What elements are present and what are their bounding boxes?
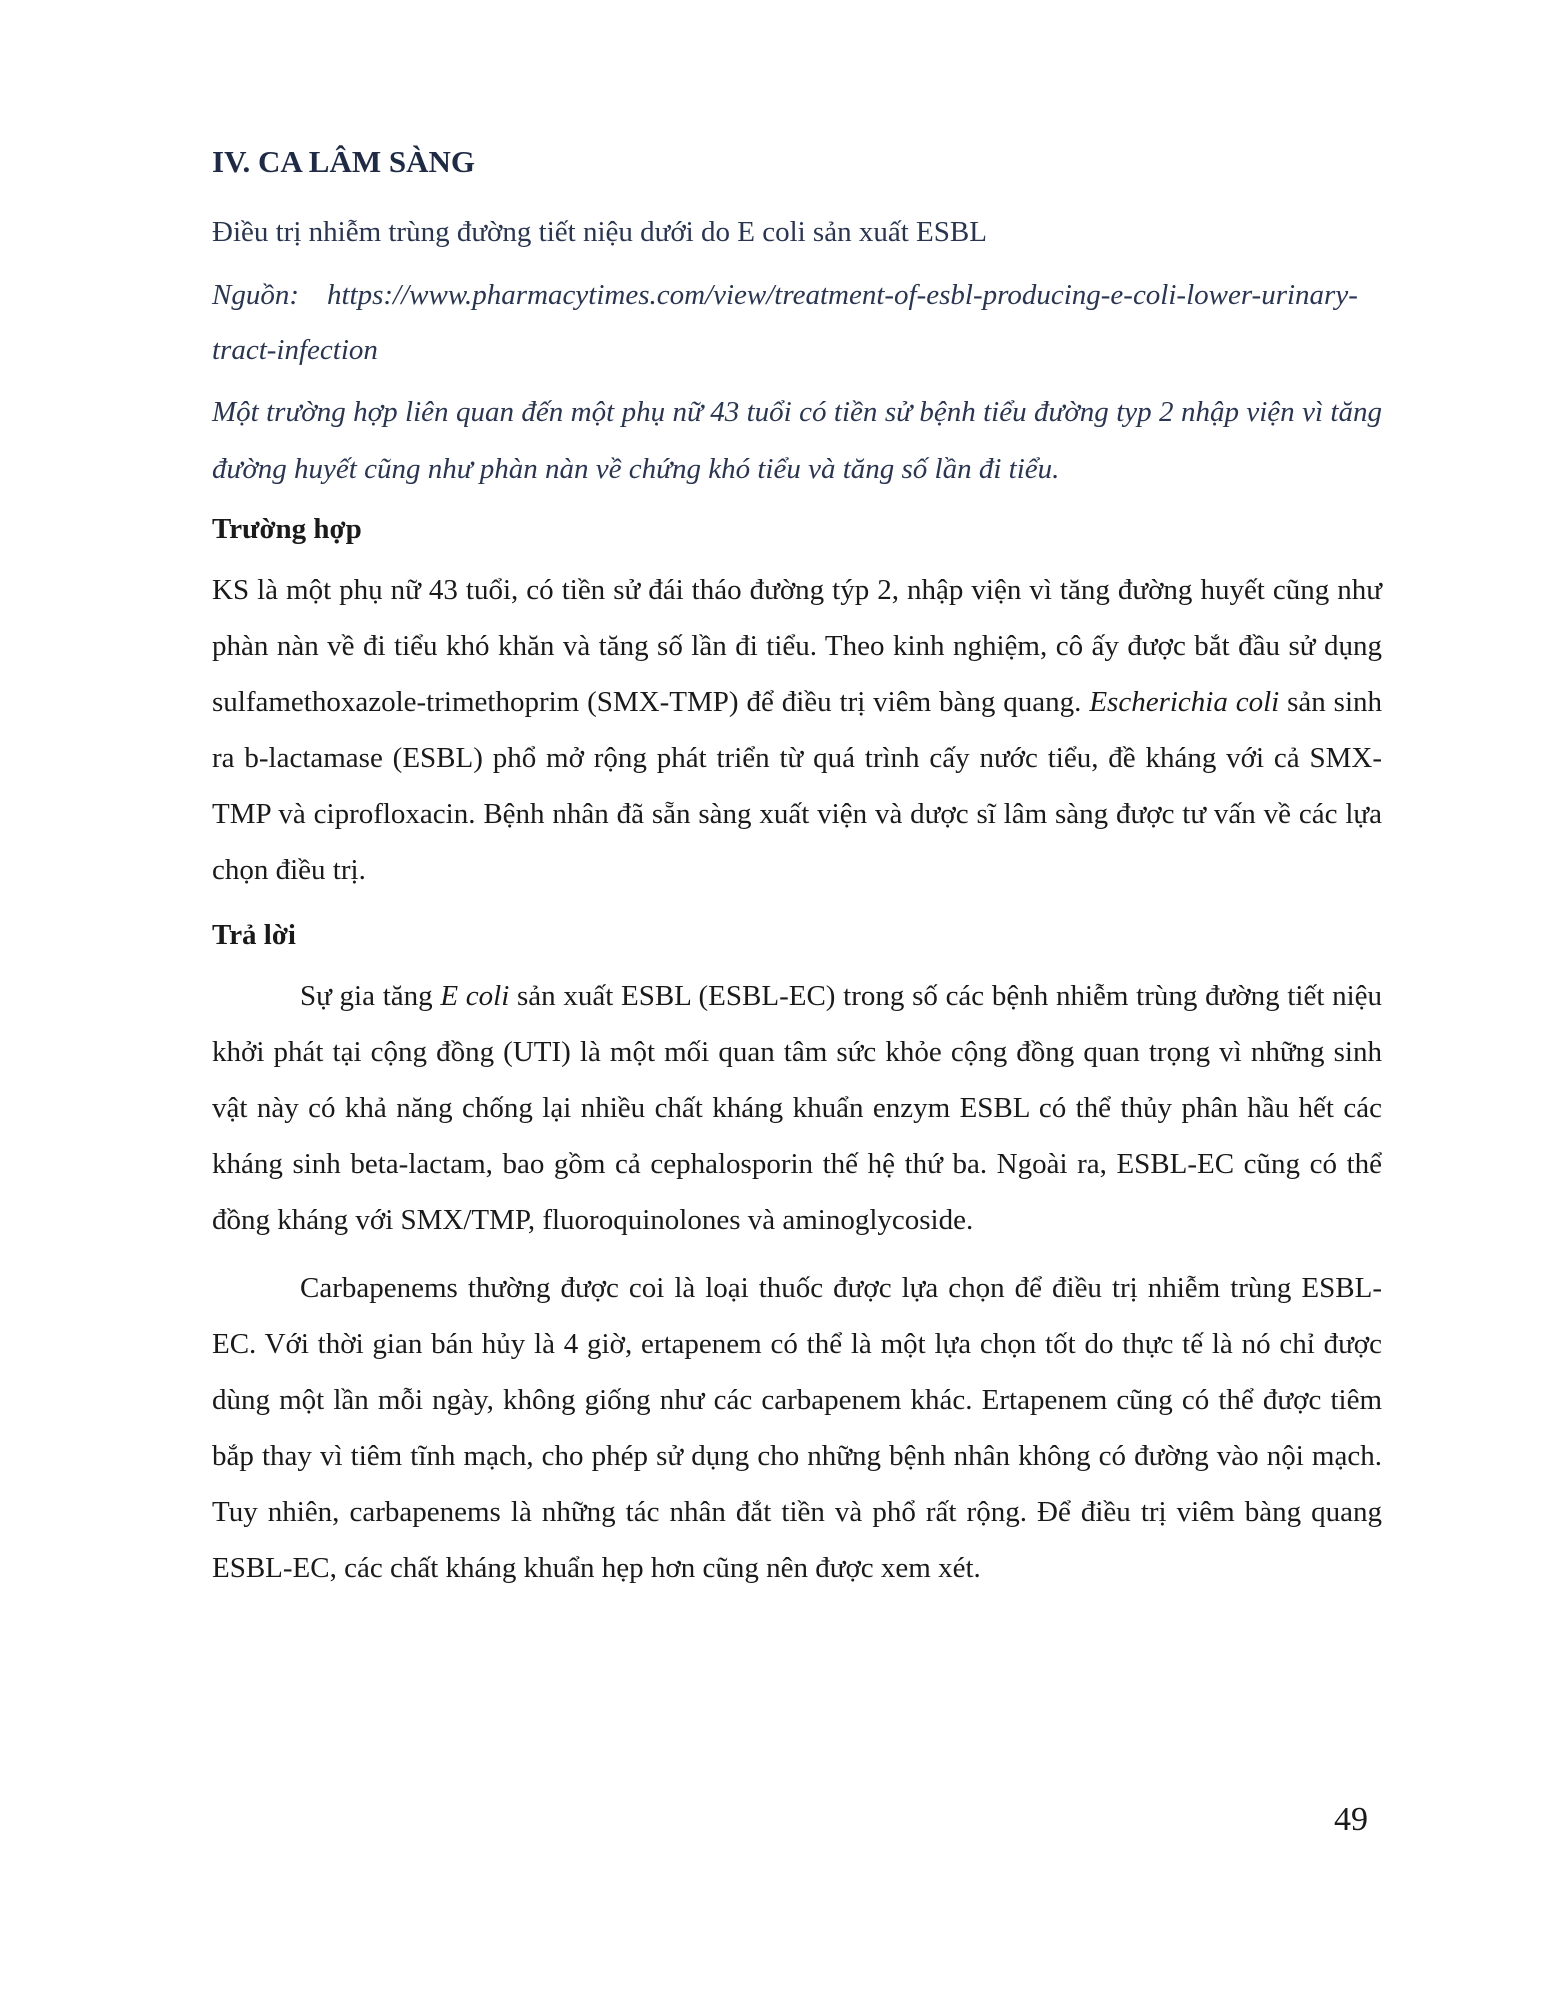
answer-paragraph-2: Carbapenems thường được coi là loại thuốc được lựa chọn để điều trị nhiễm trùng ESBL-EC. Với thời gian bán hủy là 4 giờ, ertapenem có thể là một lựa chọn tốt do thực tế là nó chỉ được dùng một lần mỗi ngày, không giống như các carbapenem khác. Ertapenem cũng có thể được tiêm bắp thay vì tiêm tĩnh mạch, cho phép sử dụng cho những bệnh nhân không có đường vào nội mạch. Tuy nhiên, carbapenems là những tác nhân đắt tiền và phổ rất rộng. Để điều trị viêm bàng quang ESBL-EC, các chất kháng khuẩn hẹp hơn cũng nên được xem xét. [212, 1272, 1382, 1584]
source-line [212, 268, 1382, 378]
answer-p1-organism: E coli [440, 980, 510, 1012]
case-paragraph [212, 562, 1382, 898]
case-subtitle: Điều trị nhiễm trùng đường tiết niệu dưới do E coli sản xuất ESBL [212, 216, 987, 248]
case-text-after: sản sinh ra b-lactamase (ESBL) phổ mở rộng phát triển từ quá trình cấy nước tiểu, đề kháng với cả SMX-TMP và ciprofloxacin. Bệnh nhân đã sẵn sàng xuất viện và dược sĩ lâm sàng được tư vấn về các lựa chọn điều trị. [212, 686, 1382, 886]
case-text-before: KS là một phụ nữ 43 tuổi, có tiền sử đái tháo đường týp 2, nhập viện vì tăng đường huyết cũng như phàn nàn về đi tiểu khó khăn và tăng số lần đi tiểu. Theo kinh nghiệm, cô ấy được bắt đầu sử dụng sulfamethoxazole-trimethoprim (SMX-TMP) để điều trị viêm bàng quang. [212, 574, 1382, 718]
source-label: Nguồn: [212, 279, 299, 311]
answer-paragraph-1 [212, 968, 1382, 1248]
case-organism: Escherichia coli [1089, 686, 1280, 718]
answer-title: Trả lời [212, 919, 296, 951]
source-url: https://www.pharmacytimes.com/view/treatment-of-esbl-producing-e-coli-lower-urinary-tract-infection [212, 279, 1358, 366]
case-summary: Một trường hợp liên quan đến một phụ nữ 43 tuổi có tiền sử bệnh tiểu đường typ 2 nhập viện vì tăng đường huyết cũng như phàn nàn về chứng khó tiểu và tăng số lần đi tiểu. [212, 396, 1382, 485]
section-heading: IV. CA LÂM SÀNG [212, 144, 475, 179]
page-number: 49 [1334, 1801, 1368, 1838]
answer-p1-start: Sự gia tăng [300, 980, 433, 1012]
document-page [212, 140, 1382, 1608]
answer-p1-rest: sản xuất ESBL (ESBL-EC) trong số các bệnh nhiễm trùng đường tiết niệu khởi phát tại cộng đồng (UTI) là một mối quan tâm sức khỏe cộng đồng quan trọng vì những sinh vật này có khả năng chống lại nhiều chất kháng khuẩn enzym ESBL có thể thủy phân hầu hết các kháng sinh beta-lactam, bao gồm cả cephalosporin thế hệ thứ ba. Ngoài ra, ESBL-EC cũng có thể đồng kháng với SMX/TMP, fluoroquinolones và aminoglycoside. [212, 980, 1383, 1236]
case-title: Trường hợp [212, 513, 362, 545]
